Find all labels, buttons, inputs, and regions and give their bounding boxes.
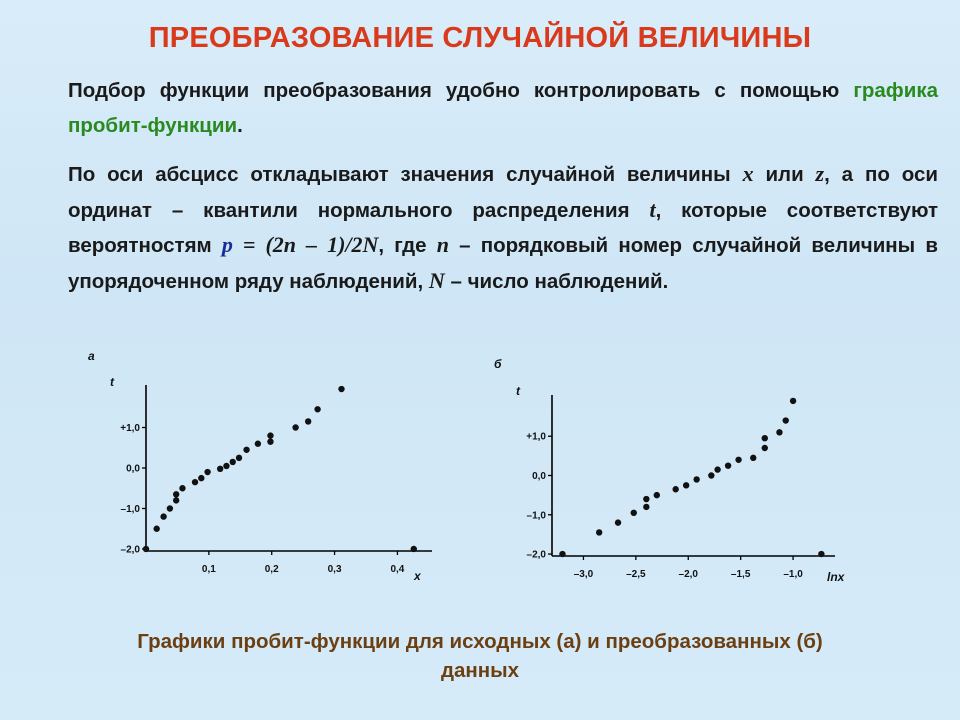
chart-a-ytick-label: –1,0: [120, 503, 140, 515]
chart-b-point: [762, 435, 768, 441]
caption-line-1: Графики пробит-функции для исходных (а) и преобразованных (б): [137, 630, 823, 653]
var-N: N: [428, 267, 445, 293]
chart-b-point: [559, 551, 565, 557]
chart-b-point: [615, 519, 621, 525]
chart-b-xtick-label: –1,5: [730, 569, 751, 580]
p2-text-c: , а по оси ординат – квантили нормального распределения: [68, 163, 938, 222]
chart-a-xtick-label: 0,1: [201, 564, 216, 575]
chart-b-xtick-label: –2,5: [626, 569, 646, 580]
chart-b-point: [776, 429, 782, 435]
chart-b-point: [693, 476, 699, 482]
chart-b-point: [790, 398, 796, 404]
chart-b-xtick-label: –2,0: [678, 569, 698, 580]
chart-b-point: [643, 496, 649, 502]
chart-b-ytick-label: +1,0: [526, 431, 546, 443]
chart-b-ytick-label: 0,0: [532, 471, 546, 482]
chart-a-xlabel: x: [414, 569, 421, 583]
chart-a-xtick-label: 0,4: [390, 564, 405, 575]
var-x: x: [742, 161, 754, 186]
caption-line-2: данных: [440, 659, 520, 682]
chart-b-xlabel: lnx: [827, 570, 845, 584]
paragraph-1-text: Подбор функции преобразования удобно контролировать с помощью: [68, 79, 854, 102]
var-t: t: [649, 196, 656, 222]
chart-b-point: [750, 455, 756, 461]
figure-caption: [0, 627, 960, 685]
p2-text-e: , где: [378, 234, 437, 257]
chart-a-ylabel: t: [110, 375, 114, 389]
chart-b-panel-label: б: [494, 357, 502, 371]
p2-text-b: или: [753, 163, 816, 186]
chart-b-point: [654, 492, 660, 498]
chart-b-xtick-label: –1,0: [783, 569, 803, 580]
chart-b-point: [596, 529, 602, 535]
chart-b-point: [735, 457, 741, 463]
formula: = (2n – 1)/2N: [232, 232, 379, 257]
chart-b-point: [643, 504, 649, 510]
chart-b-point: [708, 472, 714, 478]
chart-a-panel-label: а: [88, 349, 95, 363]
var-n: n: [436, 232, 449, 257]
chart-b-point: [631, 510, 637, 516]
slide-title: ПРЕОБРАЗОВАНИЕ СЛУЧАЙНОЙ ВЕЛИЧИНЫ: [148, 22, 812, 54]
chart-b-point: [725, 462, 731, 468]
p2-text-a: По оси абсцисс откладывают значения случайной величины: [68, 163, 743, 186]
chart-a-ytick-label: 0,0: [126, 463, 140, 475]
chart-b-point: [818, 551, 824, 557]
chart-b-point: [762, 445, 768, 451]
chart-a-xtick-label: 0,2: [264, 564, 279, 575]
paragraph-1-end: .: [237, 113, 243, 137]
var-p: p: [221, 232, 233, 257]
chart-b-point: [672, 486, 678, 492]
p2-text-d: , которые соответствуют вероятностям: [68, 198, 938, 257]
chart-b-ytick-label: –1,0: [526, 510, 546, 522]
probit-link-text: графика пробит-функции: [68, 79, 938, 137]
p2-text-f: – порядковый номер случайной величины в упорядоченном ряду наблюдений,: [68, 234, 938, 293]
chart-b-xtick-label: –3,0: [573, 569, 594, 580]
p2-text-g: – число наблюдений.: [444, 269, 669, 293]
chart-b-ytick-label: –2,0: [526, 549, 546, 561]
var-z: z: [815, 161, 825, 186]
chart-a-ytick-label: +1,0: [120, 423, 140, 435]
chart-b-point: [783, 417, 789, 423]
chart-a-xtick-label: 0,3: [327, 564, 342, 575]
chart-b-point: [714, 466, 720, 472]
chart-b-point: [683, 482, 689, 488]
chart-b-ylabel: t: [516, 384, 520, 398]
chart-a-ytick-label: –2,0: [120, 544, 140, 556]
